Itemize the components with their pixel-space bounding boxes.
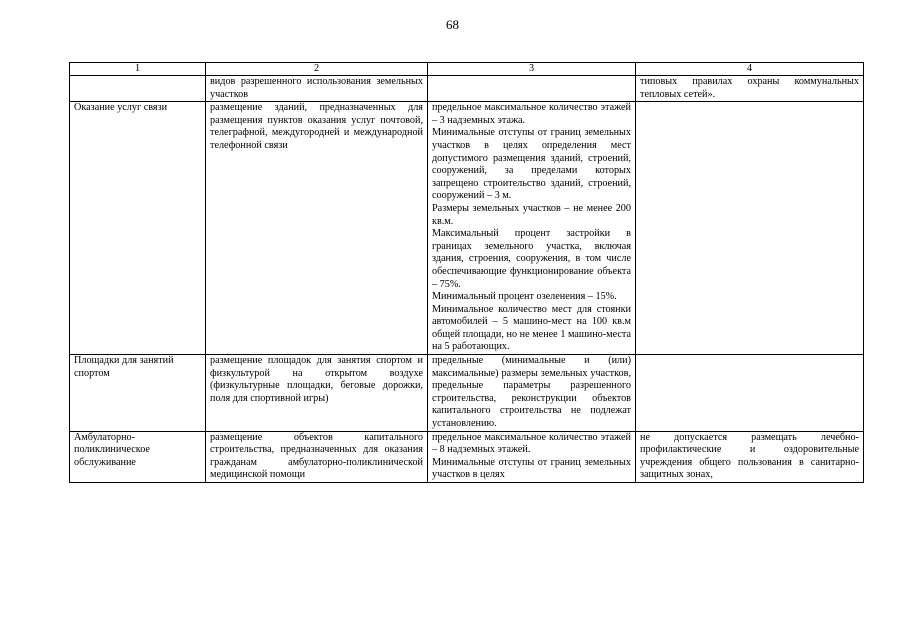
parameter-paragraph: Размеры земельных участков – не менее 200 кв.м. — [432, 202, 631, 227]
parameter-paragraph: Максимальный процент застройки в границах земельного участка, включая здания, строения, сооружения, в том числе обеспечивающие функционирование объекта – 75%. — [432, 228, 631, 290]
restrictions-text: не допускается размещать лечебно-профилактические и оздоровительные учреждения общего пользования в санитарно-защитных зонах, — [640, 431, 859, 481]
table-row — [70, 431, 864, 482]
use-description-text: размещение объектов капитального строительства, предназначенных для оказания гражданам амбулаторно-поликлинической медицинской помощи — [210, 431, 423, 481]
use-description-cell — [206, 431, 428, 482]
header-cell-2: 2 — [206, 63, 428, 76]
table-row — [70, 102, 864, 355]
parameters-cell — [428, 76, 636, 102]
table-header-row — [70, 63, 864, 76]
zoning-table — [69, 62, 864, 483]
parameters-cell — [428, 355, 636, 432]
use-description-cell: видов разрешенного использования земельных участков — [206, 76, 428, 102]
use-description-cell: размещение зданий, предназначенных для размещения пунктов оказания услуг почтовой, телеграфной, междугородней и международной телефонной связи — [206, 102, 428, 355]
table-row — [70, 76, 864, 102]
parameter-paragraph: Минимальный процент озеленения – 15%. — [432, 291, 617, 303]
parameters-cell — [428, 431, 636, 482]
header-cell-1: 1 — [70, 63, 206, 76]
parameters-cell — [428, 102, 636, 355]
parameter-paragraph: предельные (минимальные и (или) максимальные) размеры земельных участков, предельные параметры разрешенного строительства, реконструкции объектов капитального строительства не подлежат установлению. — [432, 355, 631, 430]
restrictions-cell — [636, 102, 864, 355]
parameter-paragraph: предельное максимальное количество этажей – 8 надземных этажей. — [432, 431, 631, 456]
parameter-paragraph: Минимальное количество мест для стоянки автомобилей – 5 машино-мест на 100 кв.м общей площади, но не менее 1 машино-места на 5 работающих. — [432, 303, 631, 353]
use-description-cell: размещение площадок для занятия спортом и физкультурой на открытом воздухе (физкультурные площадки, беговые дорожки, поля для спортивной игры) — [206, 355, 428, 432]
restrictions-cell: типовых правилах охраны коммунальных тепловых сетей». — [636, 76, 864, 102]
header-cell-3: 3 — [428, 63, 636, 76]
parameter-paragraph: Минимальные отступы от границ земельных участков в целях определения мест допустимого размещения зданий, строений, сооружений, за пределами которых запрещено строительство зданий, строений, сооружений – 3 м. — [432, 127, 631, 202]
use-name-cell: Площадки для занятий спортом — [70, 355, 206, 432]
header-cell-4: 4 — [636, 63, 864, 76]
parameter-paragraph: предельное максимальное количество этажей – 3 надземных этажа. — [432, 102, 631, 126]
page-number: 68 — [446, 17, 459, 32]
restrictions-cell — [636, 355, 864, 432]
restrictions-cell — [636, 431, 864, 482]
parameter-paragraph: Минимальные отступы от границ земельных участков в целях — [432, 456, 631, 481]
use-name-cell: Амбулаторно-поликлиническое обслуживание — [70, 431, 206, 482]
use-name-cell: Оказание услуг связи — [70, 102, 206, 355]
parameters-text — [432, 432, 631, 482]
use-name-cell — [70, 76, 206, 102]
table-row — [70, 355, 864, 432]
